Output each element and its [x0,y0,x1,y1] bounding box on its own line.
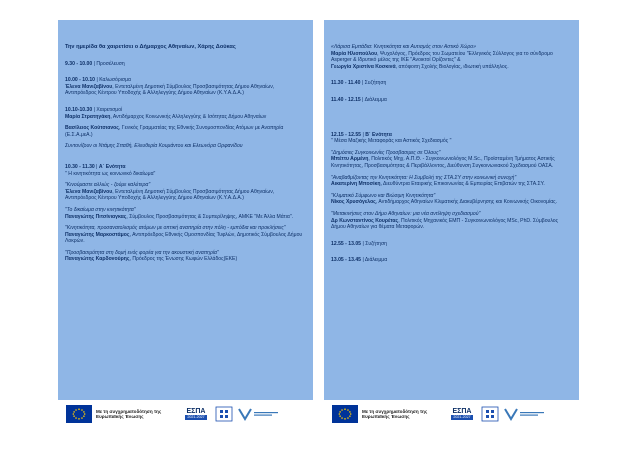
slot-label: Διάλειμμα [364,96,387,103]
speaker-name: Μαρία Ηλιοπούλου [331,50,378,57]
region-logo-icon [238,405,282,423]
speaker-entry [65,214,306,221]
slot-time: 13.05 - 13.45 [331,257,362,264]
slot-time: 10.30 - 11.30 [65,163,95,170]
schedule-slot: 10.00 - 10.10 | Καλωσόρισμα [65,77,131,84]
speaker-name: Δρ Κωνσταντίνος Κουρέτας [331,217,399,224]
speaker-name: Νίκος Χρυσόγελος [331,199,376,206]
speaker-entry [331,199,572,206]
speaker-entry [331,181,572,188]
speaker-entry [331,156,572,169]
speaker-name: Έλενα Μανιζαβίνου [65,83,113,90]
speaker-name: Αικατερίνη Μποσίκη [331,181,381,188]
slot-time: 10.10-10.30 [65,106,93,113]
speaker-role: , Αντιδήμαρχος Αθηναίων Κλιματικής Διακυβέρνησης και Κοινωνικής Οικονομίας. [375,199,558,206]
slot-label: Προσέλευση [96,60,125,67]
slot-time: 9.30 - 10.00 [65,60,93,67]
speaker-role: , Εντεταλμένη Δημοτική Σύμβουλος Προσβασιμότητας Δήμου Αθηναίων, Αντιπρόεδρος Κέντρου Υποδοχής & Αλληλεγγύης Δήμου Αθηναίων (Κ.Υ.Α.Δ.Α.) [65,188,275,202]
schedule-slot: 9.30 - 10.00 | Προσέλευση [65,60,125,67]
speaker-entry [331,64,572,71]
right-page [324,20,579,428]
talk-title: "Κινητικότητα, προσανατολισμός ατόμων με οπτική αναπηρία στην πόλη - εμπόδια και προκλήσεις" [65,225,286,232]
region-logo-icon [504,405,548,423]
slot-label: Διάλειμμα [364,257,388,264]
speaker-entry [331,51,572,64]
talk-title: "Δημόσιες Συγκοινωνίες Προσβασιμες σε Όλους" [331,149,441,156]
talk-title: "Κινούμαστε αλλιώς - ζούμε καλύτερα" [65,182,151,189]
talk-title: "Κλιματικό Σύμφωνο και Βιώσιμη Κινητικότητα" [331,192,436,199]
slot-time: 12.55 - 13.05 [331,240,362,247]
speaker-role: , Διευθύντρια Εταιρικής Επικοινωνίας & Εμπειρίας Επιβατών της ΣΤΑ.ΣΥ. [380,181,545,188]
slot-time: 10.00 - 10.10 [65,77,96,84]
talk-title: "Αναβαθμίζοντας την Κινητικότητα: Η Συμβολή της ΣΤΑ.ΣΥ στην κοινωνική συνοχή" [331,174,517,181]
moderators-note: Συντονίζουν οι Ντάμης Σπαθή, Ελευθερία Κουμάντου και Ελεωνόρα Ορφανίδου [65,143,243,150]
speaker-name: Παναγιώτης Καρδονούρης [65,256,130,263]
talk-title: "Το δικαίωμα στην κινητικότητα" [65,206,136,213]
speaker-entry [65,84,306,97]
session-theme: " Η κινητικότητα ως κοινωνικό δικαίωμα" [65,170,156,177]
funding-logos-bar [58,400,313,428]
schedule-slot: 10.30 - 11.30 | Α΄ Ενότητα [65,163,126,170]
espa-years: 2021-2027 [187,415,205,420]
schedule-slot: 11.30 - 11.40 | Συζήτηση [331,80,387,87]
espa-word: ΕΣΠΑ [186,408,206,416]
slot-time: 11.30 - 11.40 [331,80,361,87]
espa-logo [182,405,210,423]
espa-word: ΕΣΠΑ [452,408,472,416]
speaker-role: , Αντιδήμαρχος Κοινωνικής Αλληλεγγύης & Ισότητας Δήμου Αθηναίων [110,113,267,120]
slot-time: 11.40 - 12.15 [331,96,361,103]
espa-years: 2021-2027 [453,415,471,420]
slot-label: Β΄ Ενότητα [365,131,392,138]
speaker-name: Μπέττυ Αρμένη [331,156,369,163]
speaker-role: , Πολιτικός Μηχανικός ΕΜΠ - Συγκοινωνιολόγος MSc, PhD. Σύμβουλος Δήμου Αθηναίων για θέματα Μεταφορών. [331,217,559,231]
talk-title: "Προσβασιμότητα στη δομή ενός φορέα για την ακουστική αναπηρία" [65,249,219,256]
speaker-name: Έλενα Μανιζαβίνου [65,188,113,195]
espa-logo [448,405,476,423]
page-title: Την ημερίδα θα χαιρετίσει ο Δήμαρχος Αθηναίων, Χάρης Δούκας [65,44,236,50]
eu-stars-icon [70,407,88,421]
speaker-name: Παναγιώτης Μαρκοστάμος [65,231,130,238]
funding-logos-bar [324,400,579,428]
speaker-role: , Εντεταλμένη Δημοτική Σύμβουλος Προσβασιμότητας Δήμου Αθηναίων, Αντιπρόεδρος Κέντρου Υποδοχής & Αλληλεγγύης Δήμου Αθηναίων (Κ.Υ.Α.Δ.Α.) [65,83,275,97]
speaker-role: , Πολιτικός Μηχ. Α.Π.Θ. - Συγκοινωνιολόγος M.Sc., Προϊσταμένη Τμήματος Αστικής Κινητικότητας, Προσβασιμότητας & Περιβάλλοντος, Διεύθυνση Συγκοινωνιακού Σχεδιασμού ΟΑΣΑ. [331,156,555,169]
slot-label: Καλωσόρισμα [99,77,131,84]
speaker-role: , απόφοιτη Σχολής Βιολογίας, ιδιωτική υπάλληλος. [395,63,509,70]
talk-title: "Μετακινήσεις στον Δήμο Αθηναίων: μια νέα αντίληψη σχεδιασμού" [331,210,481,217]
slot-label: Χαιρετισμοί [96,106,123,113]
eu-flag-icon [332,405,358,423]
speaker-role: , Πρόεδρος της Ένωσης Κωφών Ελλάδος(ΕΚΕ) [129,256,238,263]
schedule-slot: 11.40 - 12.15 | Διάλειμμα [331,96,387,103]
right-page-content [331,44,572,264]
speaker-name: Μαρία Στρατηγάκη [65,113,111,120]
speaker-entry [331,218,572,231]
logos-row [66,404,305,424]
hellenic-seal-icon [214,405,234,423]
session-theme: " Μέσα Μαζικής Μεταφοράς και Αστικός Σχεδιασμός " [331,138,452,145]
speaker-name: Παναγιώτης Πιτσίνιαγκας [65,213,127,220]
slot-label: Α΄ Ενότητα [98,163,126,170]
speaker-role: , Αντιπρόεδρος Εθνικής Ομοσπονδίας Τυφλών, Δημοτικός Σύμβουλος Δήμου Λοκρών. [65,231,303,245]
schedule-slot: 12.55 - 13.05 | Συζήτηση [331,240,387,247]
speaker-name: Βασίλειος Κούτσιανος [65,125,119,132]
schedule-slot: 10.10-10.30 | Χαιρετισμοί [65,106,123,113]
slot-time: 12.15 - 12.55 [331,131,362,138]
speaker-entry [65,256,306,263]
speaker-role: , Γενικός Γραμματέας της Εθνικής Συνομοσπονδίας Ατόμων με Αναπηρία (Ε.Σ.Α.μεΑ.) [65,125,284,138]
schedule-slot: 12.15 - 12.55 | Β΄ Ενότητα [331,131,392,138]
left-page [58,20,313,428]
speaker-entry [65,189,306,202]
speaker-role: , Ψυχολόγος, Πρόεδρος του Σωματείου "Ελληνικός Σύλλογος για το σύνδρομο Asperger & Ιδρυτικό μέλος της ΙΚΕ "Ανοικτοί Ορίζοντες" & [331,50,553,64]
talk-title: «Λάρισα Εμπάδια: Κινητικότητα και Αυτισμός στον Αστικό Χώρο» [331,44,476,50]
speaker-entry [65,114,306,121]
slot-label: Συζήτηση [364,80,387,87]
speaker-entry [65,125,306,138]
speaker-name: Γεωργία Χριστίνα Κοσκινά [331,63,396,70]
eu-cofunding-text: Με τη συγχρηματοδότηση της Ευρωπαϊκής Ένωσης [362,408,428,419]
speaker-entry [65,232,306,245]
eu-cofunding-text: Με τη συγχρηματοδότηση της Ευρωπαϊκής Ένωσης [96,408,162,419]
eu-flag-icon [66,405,92,423]
hellenic-seal-icon [480,405,500,423]
logos-row [332,404,571,424]
left-page-content [65,44,306,263]
schedule-slot: 13.05 - 13.45 | Διάλειμμα [331,257,388,264]
eu-stars-icon [336,407,354,421]
speaker-role: , Σύμβουλος Προσβασιμότητας & Συμπερίληψης, AMKE "Με Άλλα Μάτια". [126,213,294,220]
slot-label: Συζήτηση [365,240,387,247]
